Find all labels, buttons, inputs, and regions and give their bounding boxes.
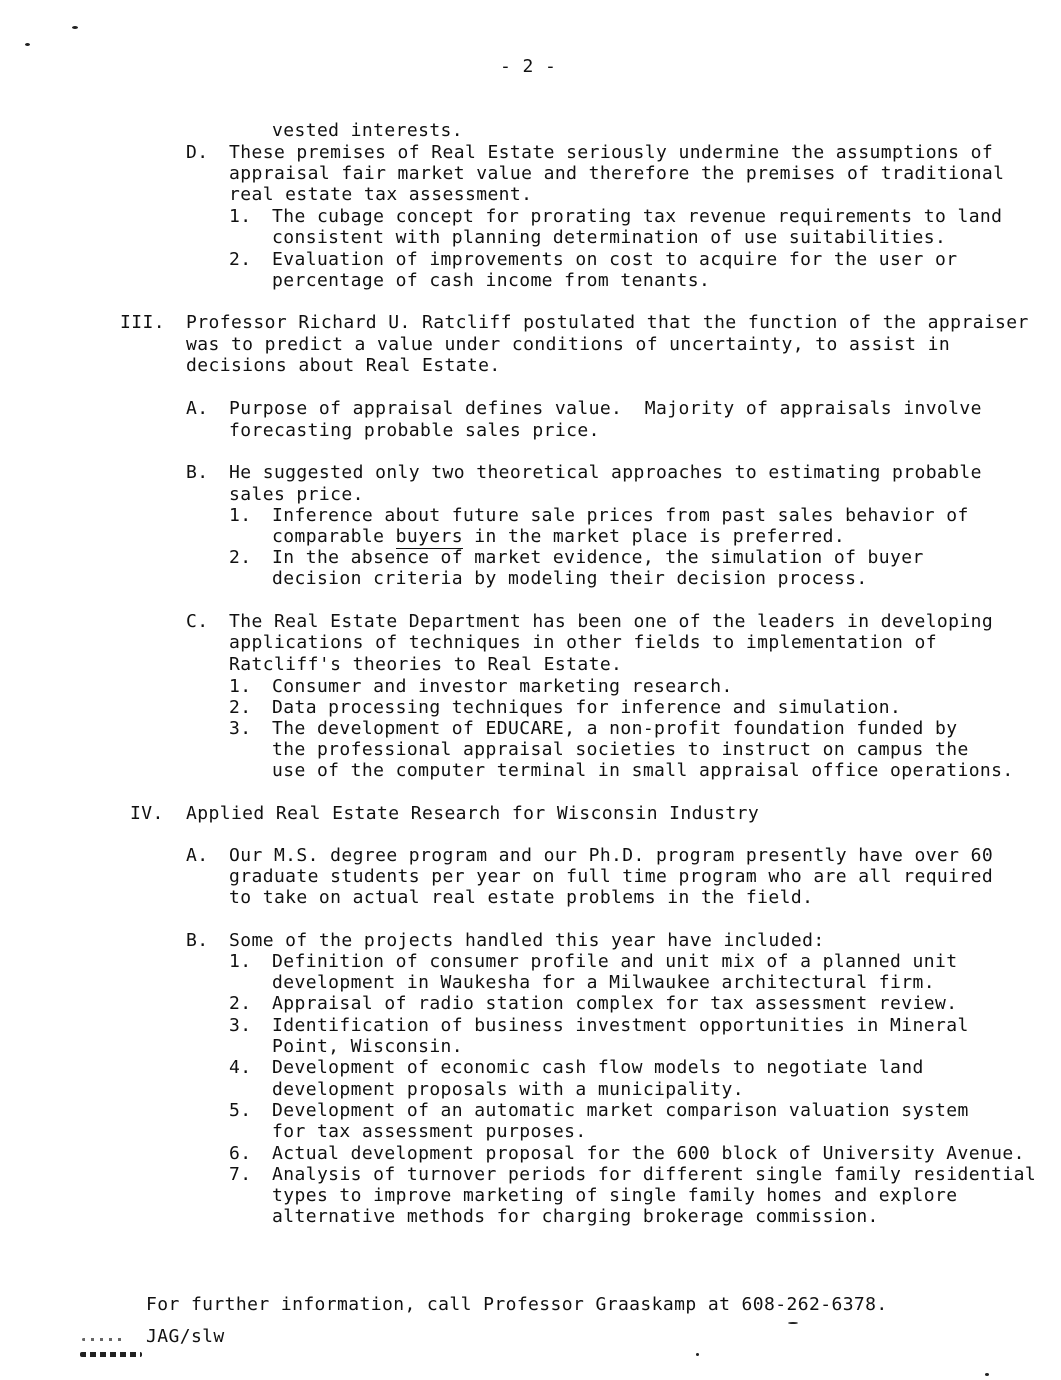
list-item-line: Consumer and investor marketing research.	[272, 676, 733, 697]
paragraph-line: sales price.	[229, 484, 364, 505]
item-label: C.	[186, 611, 209, 632]
list-number: 1.	[229, 951, 252, 972]
list-item-line: development proposals with a municipality.	[272, 1079, 744, 1100]
list-number: 4.	[229, 1057, 252, 1078]
list-item-line: percentage of cash income from tenants.	[272, 270, 711, 291]
paragraph-line: He suggested only two theoretical approaches to estimating probable	[229, 462, 982, 483]
list-item-line: In the absence of market evidence, the simulation of buyer	[272, 547, 924, 568]
list-item-line: for tax assessment purposes.	[272, 1121, 587, 1142]
list-number: 2.	[229, 249, 252, 270]
paragraph-line: Our M.S. degree program and our Ph.D. program presently have over 60	[229, 845, 994, 866]
scan-speck	[25, 43, 30, 46]
list-item-line: Inference about future sale prices from past sales behavior of	[272, 505, 969, 526]
list-item-line: Development of an automatic market comparison valuation system	[272, 1100, 969, 1121]
list-item-line: Evaluation of improvements on cost to acquire for the user or	[272, 249, 958, 270]
item-label: D.	[186, 142, 209, 163]
list-number: 2.	[229, 547, 252, 568]
scan-speck	[985, 1373, 989, 1376]
scan-speck	[788, 1322, 798, 1324]
paragraph-line: decisions about Real Estate.	[186, 355, 501, 376]
list-item-line: Data processing techniques for inference and simulation.	[272, 697, 902, 718]
list-item-line: Development of economic cash flow models to negotiate land	[272, 1057, 924, 1078]
contact-line: For further information, call Professor Graaskamp at 608-262-6378.	[146, 1294, 888, 1315]
continuation-text: vested interests.	[272, 120, 464, 141]
paragraph-line: These premises of Real Estate seriously undermine the assumptions of	[229, 142, 994, 163]
list-number: 1.	[229, 676, 252, 697]
item-label: A.	[186, 845, 209, 866]
list-number: 1.	[229, 206, 252, 227]
list-item-line: Appraisal of radio station complex for tax assessment review.	[272, 993, 958, 1014]
section-label: III.	[120, 312, 165, 333]
list-number: 3.	[229, 718, 252, 739]
list-item-line: The development of EDUCARE, a non-profit foundation funded by	[272, 718, 958, 739]
text-segment: comparable	[272, 526, 396, 547]
list-number: 2.	[229, 993, 252, 1014]
list-item-line: the professional appraisal societies to instruct on campus the	[272, 739, 969, 760]
section-title: Applied Real Estate Research for Wisconsin Industry	[186, 803, 760, 824]
paragraph-line: applications of techniques in other fields to implementation of	[229, 632, 937, 653]
scan-speck	[696, 1353, 699, 1356]
list-item-line	[272, 526, 845, 548]
item-label: B.	[186, 930, 209, 951]
paragraph-line: appraisal fair market value and therefore the premises of traditional	[229, 163, 1005, 184]
item-label: A.	[186, 398, 209, 419]
list-number: 2.	[229, 697, 252, 718]
text-segment: in the market place is preferred.	[463, 526, 846, 547]
paragraph-line: Ratcliff's theories to Real Estate.	[229, 654, 623, 675]
scan-speck	[80, 1352, 142, 1357]
list-item-line: decision criteria by modeling their decision process.	[272, 568, 868, 589]
scan-speck	[82, 1338, 122, 1341]
paragraph-line: was to predict a value under conditions of uncertainty, to assist in	[186, 334, 951, 355]
list-item-line: Identification of business investment opportunities in Mineral	[272, 1015, 969, 1036]
list-item-line: Analysis of turnover periods for different single family residential	[272, 1164, 1037, 1185]
list-item-line: Point, Wisconsin.	[272, 1036, 464, 1057]
paragraph-line: Professor Richard U. Ratcliff postulated that the function of the appraiser	[186, 312, 1029, 333]
list-number: 3.	[229, 1015, 252, 1036]
list-item-line: consistent with planning determination of use suitabilities.	[272, 227, 947, 248]
list-item-line: Definition of consumer profile and unit mix of a planned unit	[272, 951, 958, 972]
item-label: B.	[186, 462, 209, 483]
list-item-line: use of the computer terminal in small appraisal office operations.	[272, 760, 1014, 781]
paragraph-line: real estate tax assessment.	[229, 184, 533, 205]
list-number: 1.	[229, 505, 252, 526]
paragraph-line: Purpose of appraisal defines value. Majority of appraisals involve	[229, 398, 982, 419]
list-item-line: Actual development proposal for the 600 block of University Avenue.	[272, 1143, 1025, 1164]
paragraph-line: graduate students per year on full time program who are all required	[229, 866, 994, 887]
scan-speck	[72, 26, 78, 29]
list-number: 7.	[229, 1164, 252, 1185]
list-item-line: The cubage concept for prorating tax revenue requirements to land	[272, 206, 1003, 227]
paragraph-line: forecasting probable sales price.	[229, 420, 600, 441]
initials: JAG/slw	[146, 1326, 225, 1347]
underlined-word: buyers	[395, 526, 464, 547]
list-item-line: types to improve marketing of single family homes and explore	[272, 1185, 958, 1206]
list-item-line: alternative methods for charging brokerage commission.	[272, 1206, 879, 1227]
paragraph-line: Some of the projects handled this year have included:	[229, 930, 825, 951]
paragraph-line: The Real Estate Department has been one of the leaders in developing	[229, 611, 994, 632]
paragraph-line: to take on actual real estate problems in the field.	[229, 887, 814, 908]
list-item-line: development in Waukesha for a Milwaukee architectural firm.	[272, 972, 935, 993]
page-number: - 2 -	[500, 56, 557, 77]
list-number: 6.	[229, 1143, 252, 1164]
section-label: IV.	[130, 803, 164, 824]
list-number: 5.	[229, 1100, 252, 1121]
